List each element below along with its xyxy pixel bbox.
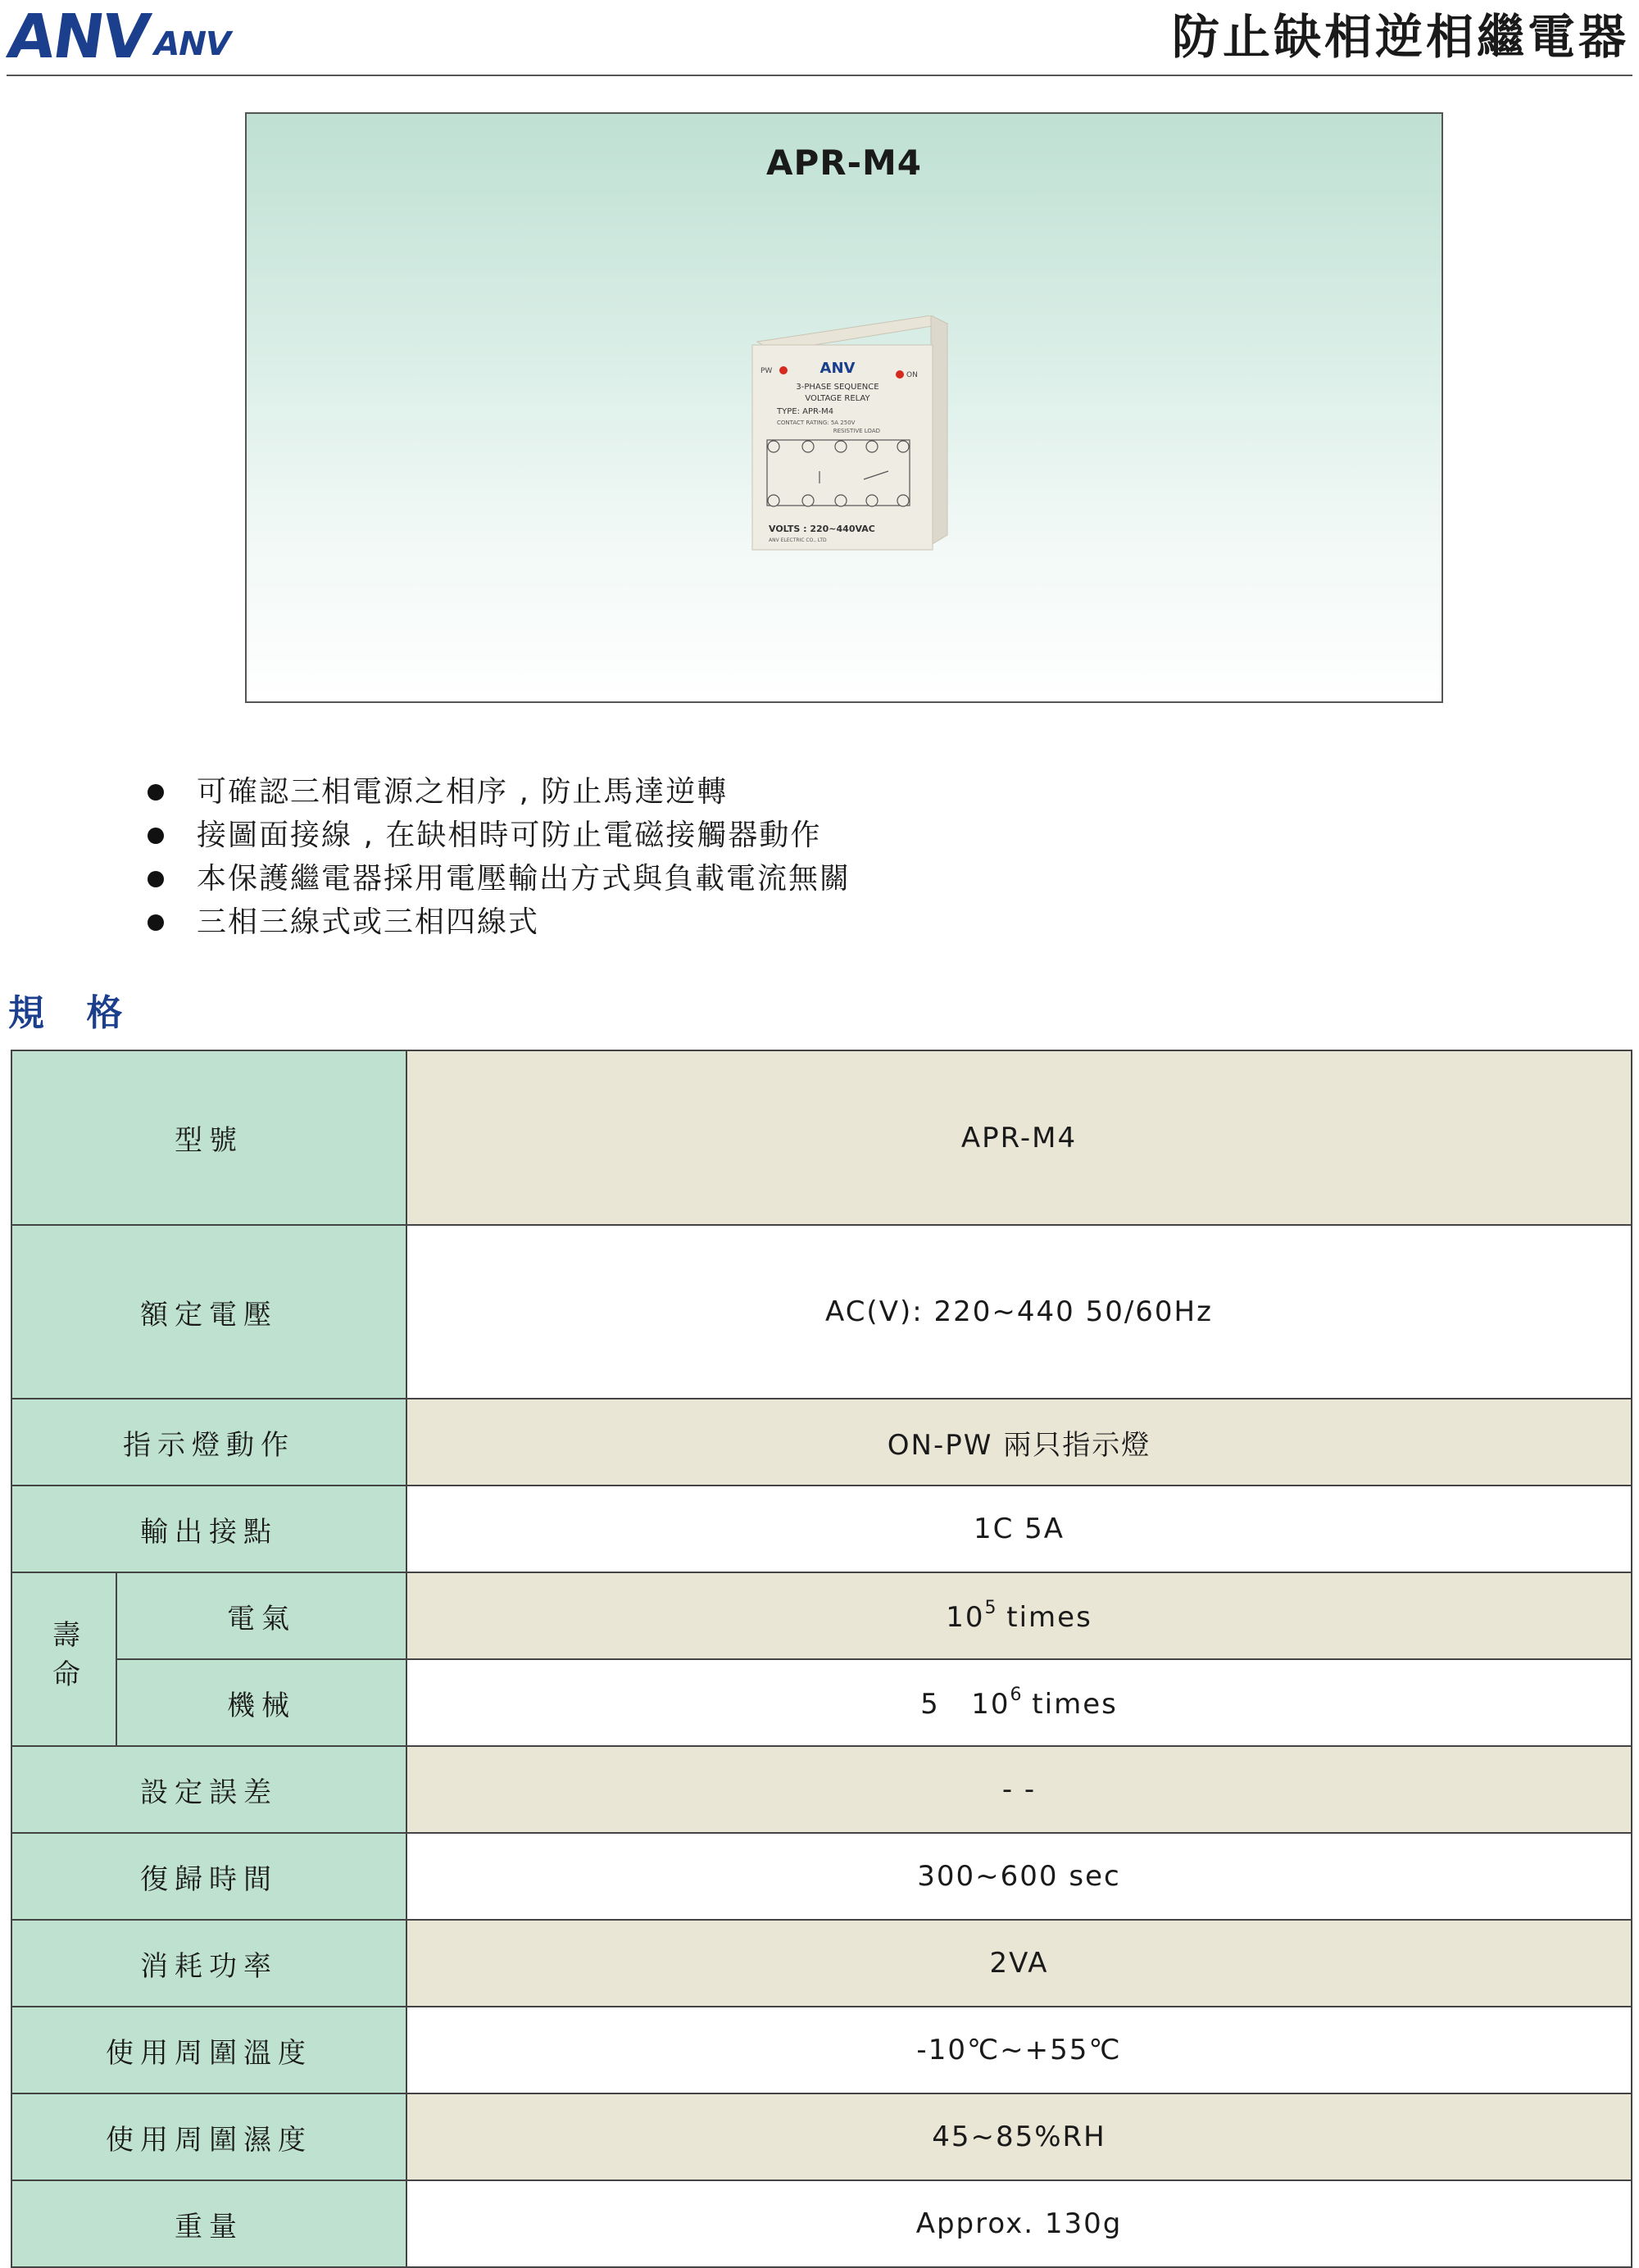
spec-label-error: 設定誤差	[11, 1746, 406, 1833]
spec-value-temperature: -10℃~+55℃	[406, 2007, 1632, 2093]
table-row	[11, 2007, 1632, 2093]
table-row	[11, 1659, 1632, 1746]
feature-item	[148, 770, 851, 814]
pw-led-icon	[779, 366, 788, 374]
table-row	[11, 1050, 1632, 1225]
spec-value-error: - -	[406, 1746, 1632, 1833]
device-maker: ANV ELECTRIC CO., LTD	[769, 538, 827, 543]
table-row	[11, 1920, 1632, 2007]
spec-value-voltage: AC(V): 220~440 50/60Hz	[406, 1225, 1632, 1399]
table-row	[11, 1746, 1632, 1833]
relay-device-image	[741, 315, 954, 561]
spec-label-life-mechanical: 機械	[116, 1659, 406, 1746]
bullet-icon	[148, 914, 164, 931]
life-mechanical-prefix: 5 10	[920, 1688, 1010, 1721]
feature-item	[148, 900, 851, 944]
device-line2: VOLTAGE RELAY	[805, 394, 870, 403]
spec-label-temperature: 使用周圍溫度	[11, 2007, 406, 2093]
spec-label-weight: 重量	[11, 2180, 406, 2267]
life-mechanical-unit: times	[1021, 1688, 1118, 1721]
bullet-icon	[148, 828, 164, 844]
on-led-icon	[896, 370, 904, 379]
feature-item	[148, 857, 851, 900]
spec-value-reset: 300~600 sec	[406, 1833, 1632, 1920]
device-pw-label: PW	[760, 367, 773, 375]
feature-text: 三相三線式或三相四線式	[197, 905, 540, 939]
device-type: TYPE: APR-M4	[777, 407, 834, 416]
spec-value-weight: Approx. 130g	[406, 2180, 1632, 2267]
spec-heading: 規 格	[8, 992, 138, 1034]
table-row	[11, 1399, 1632, 1486]
spec-value-humidity: 45~85%RH	[406, 2093, 1632, 2180]
feature-list	[148, 770, 851, 944]
feature-text: 可確認三相電源之相序 , 防止馬達逆轉	[197, 775, 729, 809]
spec-value-contact: 1C 5A	[406, 1486, 1632, 1572]
spec-value-indicator: ON-PW 兩只指示燈	[406, 1399, 1632, 1486]
spec-label-life-group: 壽命	[11, 1572, 116, 1746]
brand-logo	[2, 2, 234, 72]
product-image-panel	[245, 112, 1443, 703]
table-row	[11, 2093, 1632, 2180]
spec-value-model: APR-M4	[406, 1050, 1632, 1225]
spec-label-humidity: 使用周圍濕度	[11, 2093, 406, 2180]
logo-large-text: ANV	[2, 2, 153, 72]
spec-label-voltage: 額定電壓	[11, 1225, 406, 1399]
table-row	[11, 1225, 1632, 1399]
device-contact: CONTACT RATING: 5A 250V	[777, 420, 856, 426]
table-row	[11, 1833, 1632, 1920]
device-load: RESISTIVE LOAD	[833, 428, 880, 434]
life-electrical-exponent: 5	[984, 1598, 997, 1618]
bullet-icon	[148, 784, 164, 801]
life-electrical-unit: times	[996, 1601, 1092, 1634]
spec-label-contact: 輸出接點	[11, 1486, 406, 1572]
bullet-icon	[148, 871, 164, 887]
spec-value-power: 2VA	[406, 1920, 1632, 2007]
spec-value-life-electrical	[406, 1572, 1632, 1659]
feature-text: 本保護繼電器採用電壓輸出方式與負載電流無關	[197, 862, 851, 896]
spec-label-model: 型號	[11, 1050, 406, 1225]
device-line1: 3-PHASE SEQUENCE	[796, 383, 879, 392]
product-name: APR-M4	[765, 143, 923, 183]
spec-label-power: 消耗功率	[11, 1920, 406, 2007]
spec-value-life-mechanical	[406, 1659, 1632, 1746]
life-mechanical-exponent: 6	[1010, 1685, 1022, 1705]
spec-label-reset: 復歸時間	[11, 1833, 406, 1920]
table-row	[11, 2180, 1632, 2267]
spec-label-indicator: 指示燈動作	[11, 1399, 406, 1486]
feature-text: 接圖面接線 , 在缺相時可防止電磁接觸器動作	[197, 819, 822, 852]
document-title: 防止缺相逆相繼電器	[1171, 9, 1629, 65]
feature-item	[148, 814, 851, 857]
spec-table	[11, 1050, 1632, 2268]
logo-small-text: ANV	[150, 25, 234, 63]
device-volts: VOLTS : 220~440VAC	[769, 524, 875, 534]
table-row	[11, 1486, 1632, 1572]
device-brand: ANV	[820, 360, 856, 377]
spec-label-life-electrical: 電氣	[116, 1572, 406, 1659]
table-row	[11, 1572, 1632, 1659]
life-electrical-base: 10	[946, 1601, 985, 1634]
device-on-label: ON	[906, 371, 918, 379]
header-divider	[7, 75, 1632, 76]
